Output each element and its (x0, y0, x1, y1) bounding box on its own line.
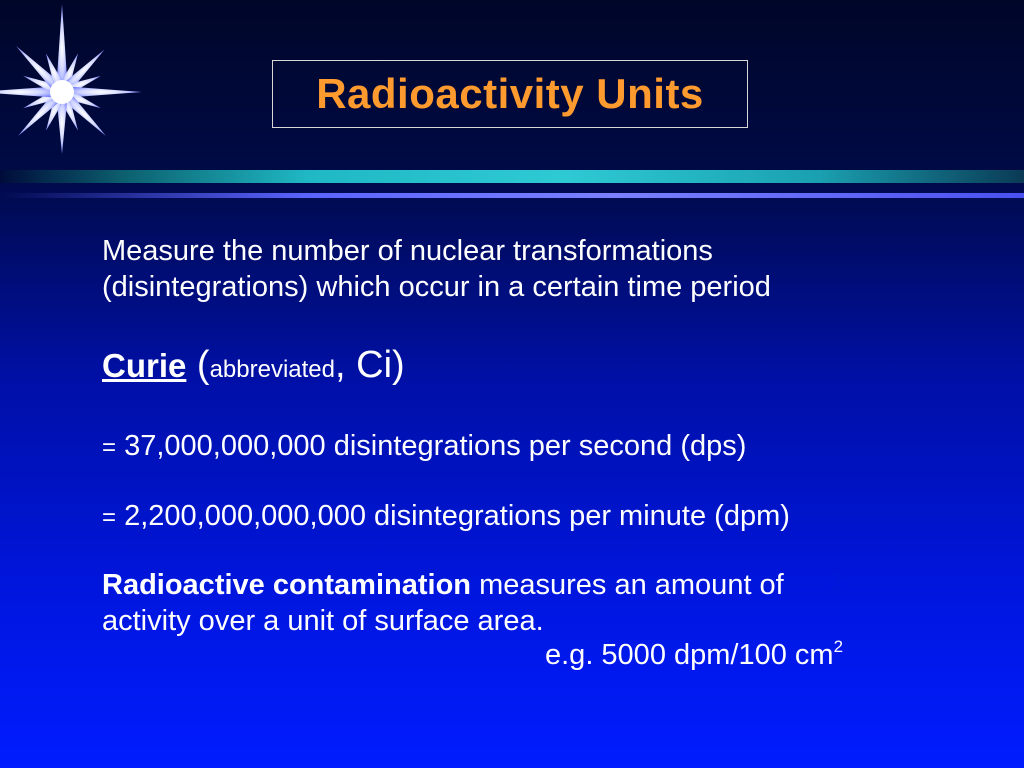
contamination-term: Radioactive contamination (102, 569, 472, 601)
curie-abbrev-word: abbreviated (209, 356, 336, 383)
curie-term: Curie (102, 347, 187, 384)
intro-line-2: (disintegrations) which occur in a certain time period (102, 271, 771, 303)
starburst-icon (0, 0, 150, 190)
example-line (545, 637, 843, 673)
slide-number: 2 (830, 570, 843, 595)
intro-paragraph (102, 233, 771, 305)
curie-abbrev-tail: , Ci) (335, 344, 405, 386)
contamination-line-2: activity over a unit of surface area. (102, 605, 544, 637)
header-stripe-teal (0, 170, 1024, 183)
equals-sign: = (102, 434, 117, 461)
header-stripe-violet (0, 193, 1024, 198)
contamination-rest: measures an amount of (471, 569, 784, 601)
dps-line (102, 428, 746, 466)
dps-text: 37,000,000,000 disintegrations per second (dps) (124, 430, 747, 462)
dpm-line (102, 498, 790, 536)
title-box (272, 60, 748, 128)
slide-title: Radioactivity Units (316, 70, 704, 117)
equals-sign: = (102, 504, 117, 531)
example-text: e.g. 5000 dpm/100 cm (545, 639, 834, 671)
curie-heading (102, 345, 405, 390)
intro-line-1: Measure the number of nuclear transformations (102, 235, 713, 267)
contamination-paragraph (102, 567, 784, 639)
example-superscript: 2 (833, 637, 844, 657)
curie-paren: ( (196, 344, 210, 386)
dpm-text: 2,200,000,000,000 disintegrations per minute (dpm) (124, 500, 790, 532)
